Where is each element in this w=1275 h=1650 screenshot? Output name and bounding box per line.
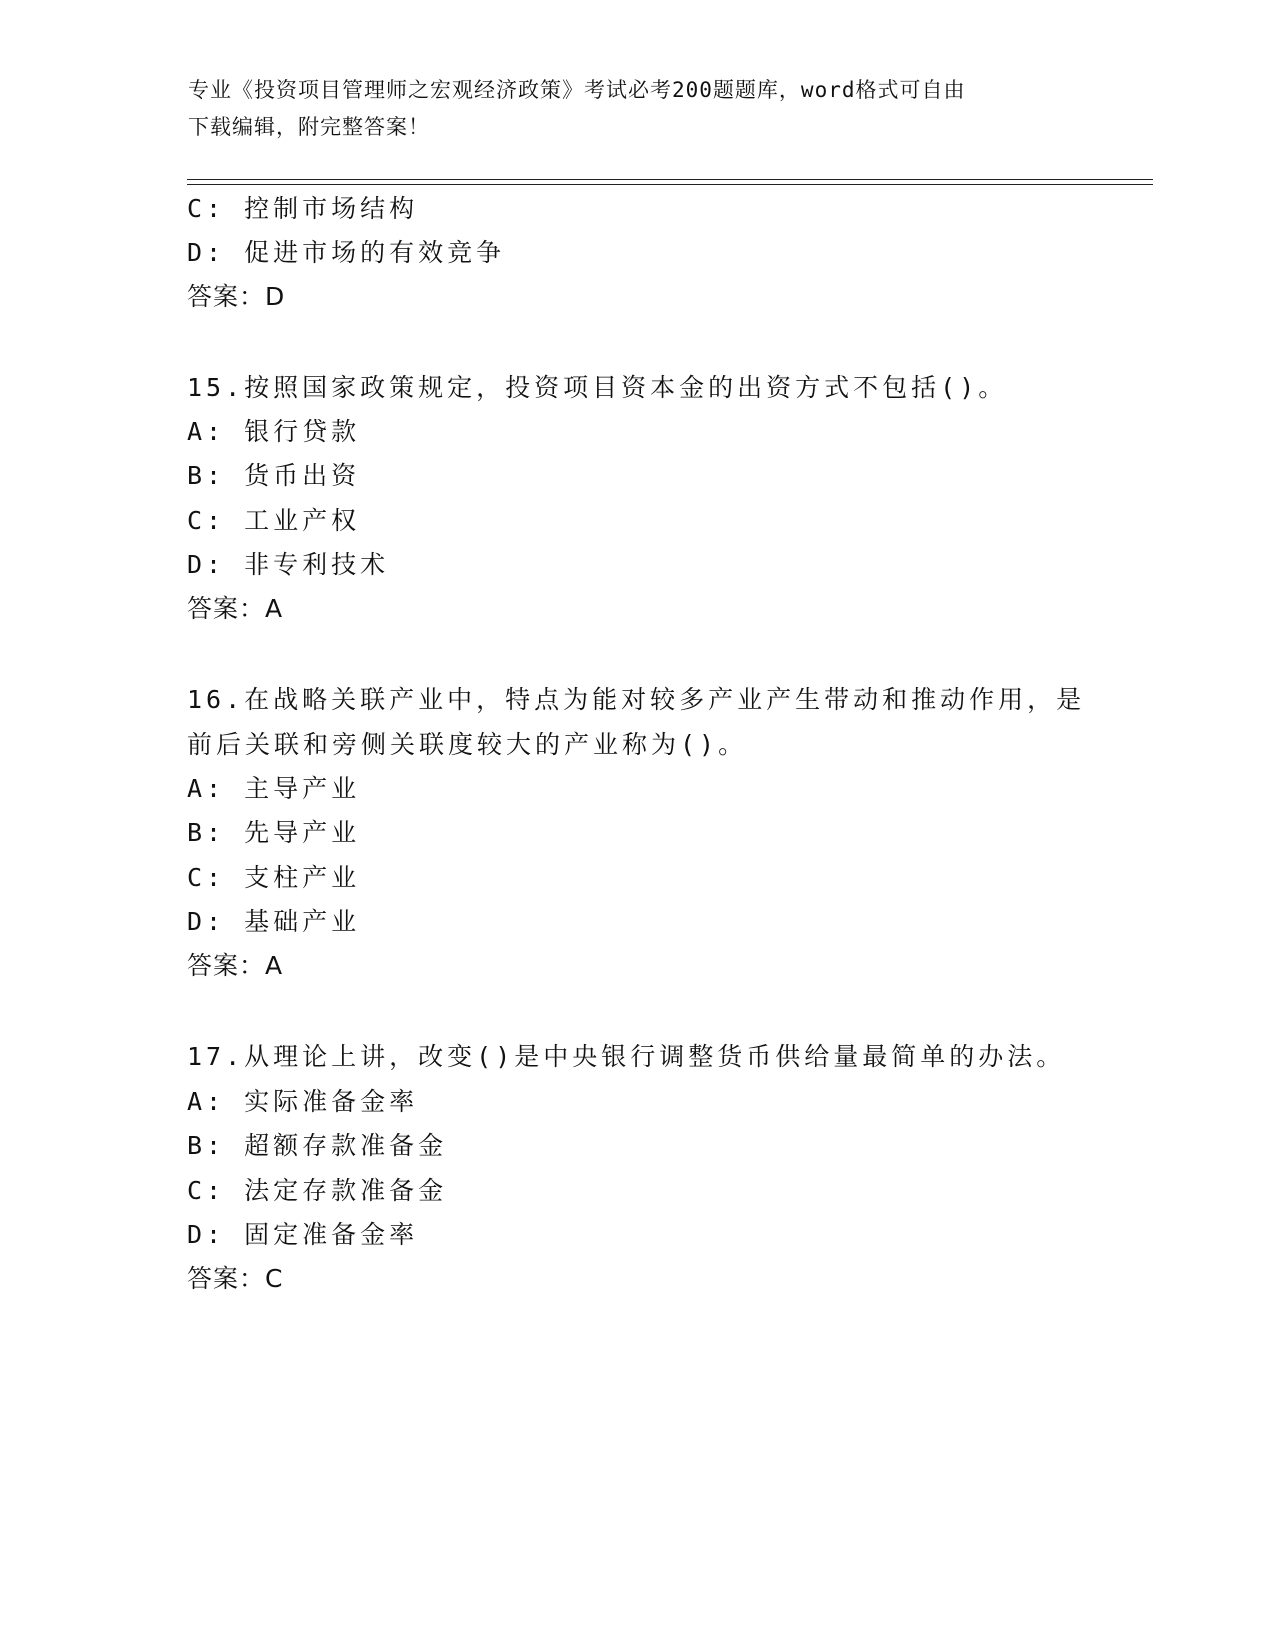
question-16-option-a: A: 主导产业 xyxy=(187,774,361,803)
question-16-stem-line-2: 前后关联和旁侧关联度较大的产业称为()。 xyxy=(187,730,748,759)
question-15-answer: 答案：A xyxy=(187,594,284,623)
question-16-option-b: B: 先导产业 xyxy=(187,818,361,847)
header-divider-bottom xyxy=(187,184,1153,185)
prev-option-c: C: 控制市场结构 xyxy=(187,194,419,223)
header-line-1: 专业《投资项目管理师之宏观经济政策》考试必考200题题库，word格式可自由 xyxy=(188,78,966,102)
header-divider-top xyxy=(187,179,1153,180)
document-header xyxy=(188,72,1088,146)
question-16-option-c: C: 支柱产业 xyxy=(187,863,361,892)
prev-answer: 答案：D xyxy=(187,282,286,311)
header-line-2: 下载编辑，附完整答案！ xyxy=(188,115,430,139)
question-17-option-a: A: 实际准备金率 xyxy=(187,1087,419,1116)
question-17-option-c: C: 法定存款准备金 xyxy=(187,1176,448,1205)
question-15-option-a: A: 银行贷款 xyxy=(187,417,361,446)
prev-option-d: D: 促进市场的有效竞争 xyxy=(187,238,506,267)
question-15-stem: 15.按照国家政策规定，投资项目资本金的出资方式不包括()。 xyxy=(187,373,1008,402)
question-16-stem-line-1: 16.在战略关联产业中，特点为能对较多产业产生带动和推动作用，是 xyxy=(187,685,1086,714)
question-15-option-d: D: 非专利技术 xyxy=(187,550,390,579)
question-17-option-b: B: 超额存款准备金 xyxy=(187,1131,448,1160)
question-15-option-c: C: 工业产权 xyxy=(187,506,361,535)
question-17-answer: 答案：C xyxy=(187,1264,284,1293)
question-16-option-d: D: 基础产业 xyxy=(187,907,361,936)
question-15-option-b: B: 货币出资 xyxy=(187,461,361,490)
question-16-answer: 答案：A xyxy=(187,951,284,980)
question-17-stem: 17.从理论上讲，改变()是中央银行调整货币供给量最简单的办法。 xyxy=(187,1042,1066,1071)
question-17-option-d: D: 固定准备金率 xyxy=(187,1220,419,1249)
